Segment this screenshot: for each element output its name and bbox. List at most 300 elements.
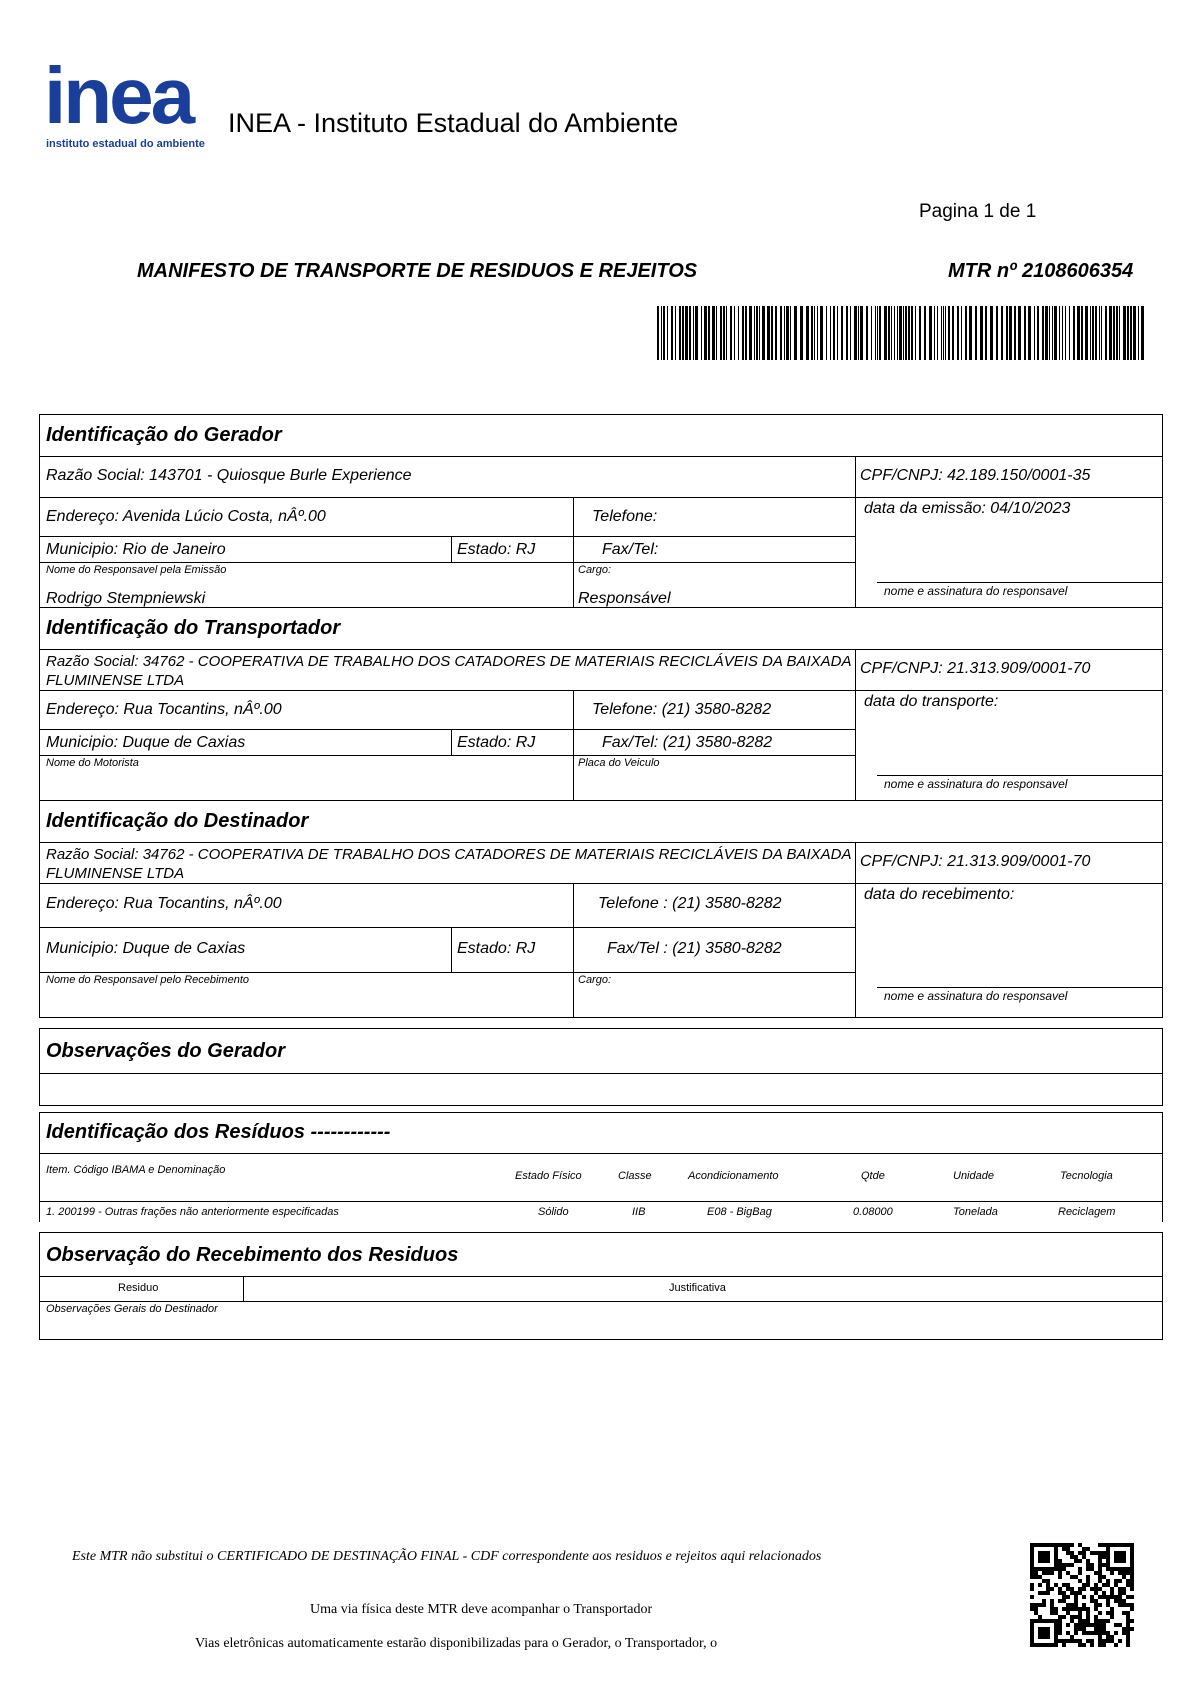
qr-module [1078, 1619, 1082, 1623]
qr-module [1030, 1635, 1034, 1639]
qr-module [1122, 1611, 1126, 1615]
qr-module [1118, 1623, 1122, 1627]
barcode-bar [667, 306, 668, 360]
qr-module [1054, 1611, 1058, 1615]
qr-module [1038, 1635, 1042, 1639]
barcode-bar [1034, 306, 1035, 360]
gerador-fax: Fax/Tel: [602, 541, 659, 558]
barcode-bar [1133, 306, 1136, 360]
qr-module [1078, 1615, 1082, 1619]
qr-module [1074, 1599, 1078, 1603]
qr-module [1074, 1603, 1078, 1607]
barcode-bar [952, 306, 954, 360]
org-name: INEA - Instituto Estadual do Ambiente [228, 108, 679, 138]
qr-module [1046, 1559, 1050, 1563]
barcode-bar [1049, 306, 1050, 360]
qr-module [1034, 1619, 1038, 1623]
gerador-responsavel-label: Nome do Responsavel pela Emissão [46, 564, 227, 576]
qr-module [1130, 1559, 1134, 1563]
barcode-bar [891, 306, 892, 360]
qr-module [1126, 1583, 1130, 1587]
qr-module [1066, 1623, 1070, 1627]
barcode-bar [682, 306, 684, 360]
barcode-bar [884, 306, 887, 360]
qr-module [1102, 1627, 1106, 1631]
qr-module [1070, 1555, 1074, 1559]
qr-module [1058, 1563, 1062, 1567]
qr-module [1106, 1631, 1110, 1635]
qr-module [1118, 1639, 1122, 1643]
barcode-bar [693, 306, 694, 360]
qr-module [1094, 1615, 1098, 1619]
barcode-bar [720, 306, 722, 360]
qr-module [1074, 1623, 1078, 1627]
qr-module [1050, 1571, 1054, 1575]
gerador-estado: Estado: RJ [457, 541, 536, 558]
qr-module [1090, 1639, 1094, 1643]
barcode-bar [985, 306, 987, 360]
qr-module [1114, 1599, 1118, 1603]
qr-module [1046, 1627, 1050, 1631]
barcode-bar [762, 306, 765, 360]
barcode-bar [759, 306, 760, 360]
barcode-bar [1073, 306, 1075, 360]
barcode-bar [919, 306, 921, 360]
qr-module [1034, 1611, 1038, 1615]
barcode-bar [1127, 306, 1129, 360]
qr-module [1030, 1603, 1034, 1607]
qr-module [1106, 1543, 1110, 1547]
qr-module [1094, 1627, 1098, 1631]
qr-module [1094, 1623, 1098, 1627]
qr-module [1086, 1623, 1090, 1627]
qr-module [1046, 1543, 1050, 1547]
qr-module [1066, 1551, 1070, 1555]
qr-module [1066, 1603, 1070, 1607]
qr-module [1110, 1571, 1114, 1575]
page-info: Pagina 1 de 1 [919, 201, 1037, 222]
qr-module [1046, 1591, 1050, 1595]
gerador-municipio: Municipio: Rio de Janeiro [46, 541, 226, 558]
barcode-bar [830, 306, 831, 360]
qr-module [1042, 1559, 1046, 1563]
qr-module [1106, 1583, 1110, 1587]
qr-module [1082, 1555, 1086, 1559]
qr-module [1066, 1631, 1070, 1635]
gerador-cnpj: CPF/CNPJ: 42.189.150/0001-35 [860, 467, 1091, 484]
qr-module [1054, 1551, 1058, 1555]
transportador-estado: Estado: RJ [457, 734, 536, 751]
gerador-responsavel: Rodrigo Stempniewski [46, 590, 206, 607]
inea-logo [44, 51, 224, 152]
barcode-bar [817, 306, 818, 360]
qr-module [1030, 1643, 1034, 1647]
qr-module [1050, 1611, 1054, 1615]
qr-module [1082, 1603, 1086, 1607]
qr-module [1118, 1587, 1122, 1591]
qr-module [1046, 1579, 1050, 1583]
barcode-bar [814, 306, 815, 360]
qr-module [1126, 1627, 1130, 1631]
qr-module [1130, 1627, 1134, 1631]
col-header-tecnologia: Tecnologia [1060, 1170, 1113, 1182]
gerador-data-emissao: data da emissão: 04/10/2023 [864, 500, 1071, 517]
qr-module [1126, 1631, 1130, 1635]
qr-module [1098, 1623, 1102, 1627]
qr-module [1118, 1579, 1122, 1583]
qr-module [1046, 1571, 1050, 1575]
barcode-bar [675, 306, 676, 360]
qr-module [1126, 1619, 1130, 1623]
barcode-bar [685, 306, 688, 360]
barcode-bar [877, 306, 878, 360]
qr-module [1058, 1619, 1062, 1623]
gerador-assinatura-label: nome e assinatura do responsavel [884, 584, 1068, 598]
barcode-bar [726, 306, 727, 360]
qr-module [1034, 1643, 1038, 1647]
qr-module [1102, 1575, 1106, 1579]
barcode-bar [961, 306, 962, 360]
qr-module [1118, 1599, 1122, 1603]
qr-module [1126, 1615, 1130, 1619]
qr-module [1066, 1543, 1070, 1547]
qr-module [1130, 1603, 1134, 1607]
gerador-endereco: Endereço: Avenida Lúcio Costa, nÂº.00 [46, 508, 326, 525]
row-acondicionamento: E08 - BigBag [707, 1206, 772, 1218]
row-estado: Sólido [538, 1206, 569, 1218]
qr-module [1030, 1583, 1034, 1587]
section-title-residuos: Identificação dos Resíduos ------------ [46, 1121, 391, 1143]
qr-module [1082, 1595, 1086, 1599]
qr-module [1086, 1611, 1090, 1615]
barcode-bar [1062, 306, 1063, 360]
qr-module [1098, 1595, 1102, 1599]
row-unidade: Tonelada [953, 1206, 998, 1218]
qr-module [1054, 1543, 1058, 1547]
col-header-justificativa: Justificativa [669, 1282, 726, 1294]
qr-module [1042, 1631, 1046, 1635]
qr-module [1074, 1639, 1078, 1643]
qr-module [1110, 1611, 1114, 1615]
qr-module [1086, 1559, 1090, 1563]
logo-wordmark: inea [44, 51, 193, 140]
barcode-bar [784, 306, 785, 360]
qr-module [1110, 1587, 1114, 1591]
logo-subtext: instituto estadual do ambiente [46, 138, 205, 150]
qr-code [1030, 1543, 1134, 1647]
qr-module [1098, 1551, 1102, 1555]
barcode-bar [775, 306, 777, 360]
qr-module [1130, 1579, 1134, 1583]
qr-module [1058, 1623, 1062, 1627]
barcode-bar [837, 306, 838, 360]
qr-module [1046, 1643, 1050, 1647]
qr-module [1098, 1579, 1102, 1583]
qr-module [1034, 1603, 1038, 1607]
qr-module [1094, 1607, 1098, 1611]
qr-module [1054, 1619, 1058, 1623]
barcode-bar [754, 306, 755, 360]
qr-module [1126, 1543, 1130, 1547]
barcode-bar [671, 306, 673, 360]
qr-module [1030, 1639, 1034, 1643]
qr-module [1074, 1595, 1078, 1599]
footer-electronic-copies: Vias eletrônicas automaticamente estarão disponibilizadas para o Gerador, o Transportador, o [195, 1636, 718, 1651]
qr-module [1122, 1575, 1126, 1579]
qr-module [1070, 1587, 1074, 1591]
barcode-bar [1138, 306, 1139, 360]
qr-module [1030, 1571, 1034, 1575]
qr-module [1058, 1559, 1062, 1563]
qr-module [1038, 1543, 1042, 1547]
barcode-bar [846, 306, 848, 360]
qr-module [1074, 1627, 1078, 1631]
qr-module [1074, 1607, 1078, 1611]
qr-module [1130, 1587, 1134, 1591]
qr-module [1126, 1635, 1130, 1639]
qr-module [1078, 1639, 1082, 1643]
qr-module [1062, 1563, 1066, 1567]
barcode-bar [708, 306, 710, 360]
qr-module [1074, 1591, 1078, 1595]
qr-module [1130, 1563, 1134, 1567]
qr-module [1038, 1615, 1042, 1619]
qr-module [1058, 1631, 1062, 1635]
qr-module [1126, 1567, 1130, 1571]
qr-module [1086, 1607, 1090, 1611]
qr-module [1066, 1611, 1070, 1615]
barcode-bar [858, 306, 859, 360]
qr-module [1130, 1547, 1134, 1551]
qr-module [1074, 1615, 1078, 1619]
qr-module [1114, 1551, 1118, 1555]
transportador-placa-label: Placa do Veiculo [578, 757, 660, 769]
barcode-bar [943, 306, 944, 360]
qr-module [1106, 1595, 1110, 1599]
qr-module [1114, 1631, 1118, 1635]
qr-module [1118, 1603, 1122, 1607]
barcode-bar [1069, 306, 1070, 360]
qr-module [1094, 1551, 1098, 1555]
barcode-bar [1045, 306, 1048, 360]
qr-module [1090, 1563, 1094, 1567]
transportador-assinatura-label: nome e assinatura do responsavel [884, 777, 1068, 791]
barcode-bar [712, 306, 715, 360]
gerador-cargo: Responsável [578, 590, 671, 607]
qr-module [1034, 1571, 1038, 1575]
barcode-bar [894, 306, 895, 360]
qr-module [1094, 1603, 1098, 1607]
obs-destinador-label: Observações Gerais do Destinador [46, 1303, 218, 1315]
qr-module [1110, 1543, 1114, 1547]
qr-module [1070, 1575, 1074, 1579]
qr-module [1054, 1623, 1058, 1627]
qr-module [1094, 1631, 1098, 1635]
qr-module [1110, 1567, 1114, 1571]
qr-module [1062, 1639, 1066, 1643]
qr-module [1054, 1643, 1058, 1647]
barcode-bar [1141, 306, 1144, 360]
qr-module [1038, 1643, 1042, 1647]
qr-module [1094, 1571, 1098, 1575]
qr-module [1062, 1567, 1066, 1571]
qr-module [1070, 1591, 1074, 1595]
barcode-bar [1099, 306, 1100, 360]
barcode-bar [965, 306, 967, 360]
qr-module [1102, 1591, 1106, 1595]
destinador-municipio: Municipio: Duque de Caxias [46, 940, 246, 957]
barcode-bar [800, 306, 803, 360]
qr-module [1030, 1619, 1034, 1623]
barcode-bar [1090, 306, 1091, 360]
qr-module [1098, 1603, 1102, 1607]
qr-module [1102, 1619, 1106, 1623]
destinador-razao-social: Razão Social: 34762 - COOPERATIVA DE TRABALHO DOS CATADORES DE MATERIAIS RECICLÁVEIS DA BAIXADA FLUMINENSE LTDA [46, 846, 851, 882]
qr-module [1102, 1555, 1106, 1559]
qr-module [1122, 1567, 1126, 1571]
qr-module [1082, 1547, 1086, 1551]
barcode-bar [730, 306, 732, 360]
barcode-bar [1018, 306, 1021, 360]
barcode-bar [704, 306, 707, 360]
barcode-bar [1077, 306, 1080, 360]
barcode-bar [980, 306, 983, 360]
barcode-bar [1119, 306, 1120, 360]
qr-module [1066, 1547, 1070, 1551]
barcode-bar [780, 306, 782, 360]
qr-module [1086, 1579, 1090, 1583]
qr-module [1110, 1635, 1114, 1639]
qr-module [1070, 1551, 1074, 1555]
qr-module [1038, 1575, 1042, 1579]
qr-module [1114, 1579, 1118, 1583]
footer-physical-copy: Uma via física deste MTR deve acompanhar o Transportador [310, 1602, 653, 1617]
qr-module [1114, 1643, 1118, 1647]
qr-module [1042, 1603, 1046, 1607]
qr-module [1066, 1563, 1070, 1567]
destinador-cnpj: CPF/CNPJ: 21.313.909/0001-70 [860, 853, 1091, 870]
qr-module [1062, 1643, 1066, 1647]
qr-module [1054, 1627, 1058, 1631]
barcode-bar [941, 306, 942, 360]
qr-module [1070, 1619, 1074, 1623]
qr-module [1046, 1555, 1050, 1559]
qr-module [1086, 1583, 1090, 1587]
qr-module [1062, 1543, 1066, 1547]
qr-module [1082, 1623, 1086, 1627]
barcode-bar [866, 306, 868, 360]
qr-module [1106, 1579, 1110, 1583]
barcode-bar [794, 306, 797, 360]
qr-module [1058, 1591, 1062, 1595]
barcode-bar [937, 306, 938, 360]
qr-module [1042, 1635, 1046, 1639]
col-header-classe: Classe [618, 1170, 652, 1182]
qr-module [1058, 1543, 1062, 1547]
qr-module [1098, 1555, 1102, 1559]
qr-module [1122, 1603, 1126, 1607]
row-item: 1. 200199 - Outras frações não anteriormente especificadas [46, 1206, 339, 1218]
qr-module [1086, 1547, 1090, 1551]
qr-module [1106, 1551, 1110, 1555]
qr-module [1038, 1619, 1042, 1623]
barcode-bar [841, 306, 843, 360]
barcode-bar [945, 306, 946, 360]
qr-module [1130, 1583, 1134, 1587]
row-classe: IIB [632, 1206, 646, 1218]
qr-module [1054, 1631, 1058, 1635]
qr-module [1038, 1583, 1042, 1587]
qr-module [1122, 1591, 1126, 1595]
qr-module [1098, 1627, 1102, 1631]
qr-module [1030, 1563, 1034, 1567]
destinador-cargo-label: Cargo: [578, 974, 612, 986]
qr-module [1058, 1615, 1062, 1619]
barcode-bar [826, 306, 827, 360]
barcode-bar [689, 306, 691, 360]
qr-module [1034, 1607, 1038, 1611]
barcode-bar [833, 306, 835, 360]
qr-module [1090, 1599, 1094, 1603]
qr-module [1078, 1579, 1082, 1583]
barcode-bar [716, 306, 717, 360]
barcode-bar [1123, 306, 1126, 360]
qr-module [1078, 1643, 1082, 1647]
qr-module [1118, 1591, 1122, 1595]
qr-module [1038, 1603, 1042, 1607]
barcode-bar [1065, 306, 1066, 360]
qr-module [1118, 1555, 1122, 1559]
qr-module [1046, 1635, 1050, 1639]
barcode-bar [897, 306, 898, 360]
qr-module [1062, 1547, 1066, 1551]
qr-module [1086, 1639, 1090, 1643]
qr-module [1030, 1575, 1034, 1579]
qr-module [1054, 1607, 1058, 1611]
barcode-bar [723, 306, 725, 360]
transportador-fax: Fax/Tel: (21) 3580-8282 [602, 734, 773, 751]
qr-module [1098, 1631, 1102, 1635]
qr-module [1130, 1619, 1134, 1623]
qr-module [1078, 1567, 1082, 1571]
qr-module [1082, 1607, 1086, 1611]
qr-module [1102, 1583, 1106, 1587]
qr-module [1078, 1543, 1082, 1547]
barcode-bar [657, 306, 659, 360]
barcode-bar [1059, 306, 1060, 360]
qr-module [1074, 1575, 1078, 1579]
transportador-municipio: Municipio: Duque de Caxias [46, 734, 246, 751]
qr-module [1034, 1575, 1038, 1579]
qr-module [1130, 1607, 1134, 1611]
barcode-bar [990, 306, 993, 360]
section-title-destinador: Identificação do Destinador [46, 810, 309, 832]
qr-module [1126, 1603, 1130, 1607]
qr-module [1082, 1631, 1086, 1635]
qr-module [1058, 1571, 1062, 1575]
qr-module [1094, 1591, 1098, 1595]
qr-module [1074, 1559, 1078, 1563]
barcode-bar [915, 306, 916, 360]
qr-module [1098, 1567, 1102, 1571]
qr-module [1070, 1543, 1074, 1547]
qr-module [1062, 1607, 1066, 1611]
barcode-bar [790, 306, 791, 360]
qr-module [1098, 1587, 1102, 1591]
qr-module [1090, 1643, 1094, 1647]
qr-module [1102, 1563, 1106, 1567]
qr-module [1106, 1563, 1110, 1567]
